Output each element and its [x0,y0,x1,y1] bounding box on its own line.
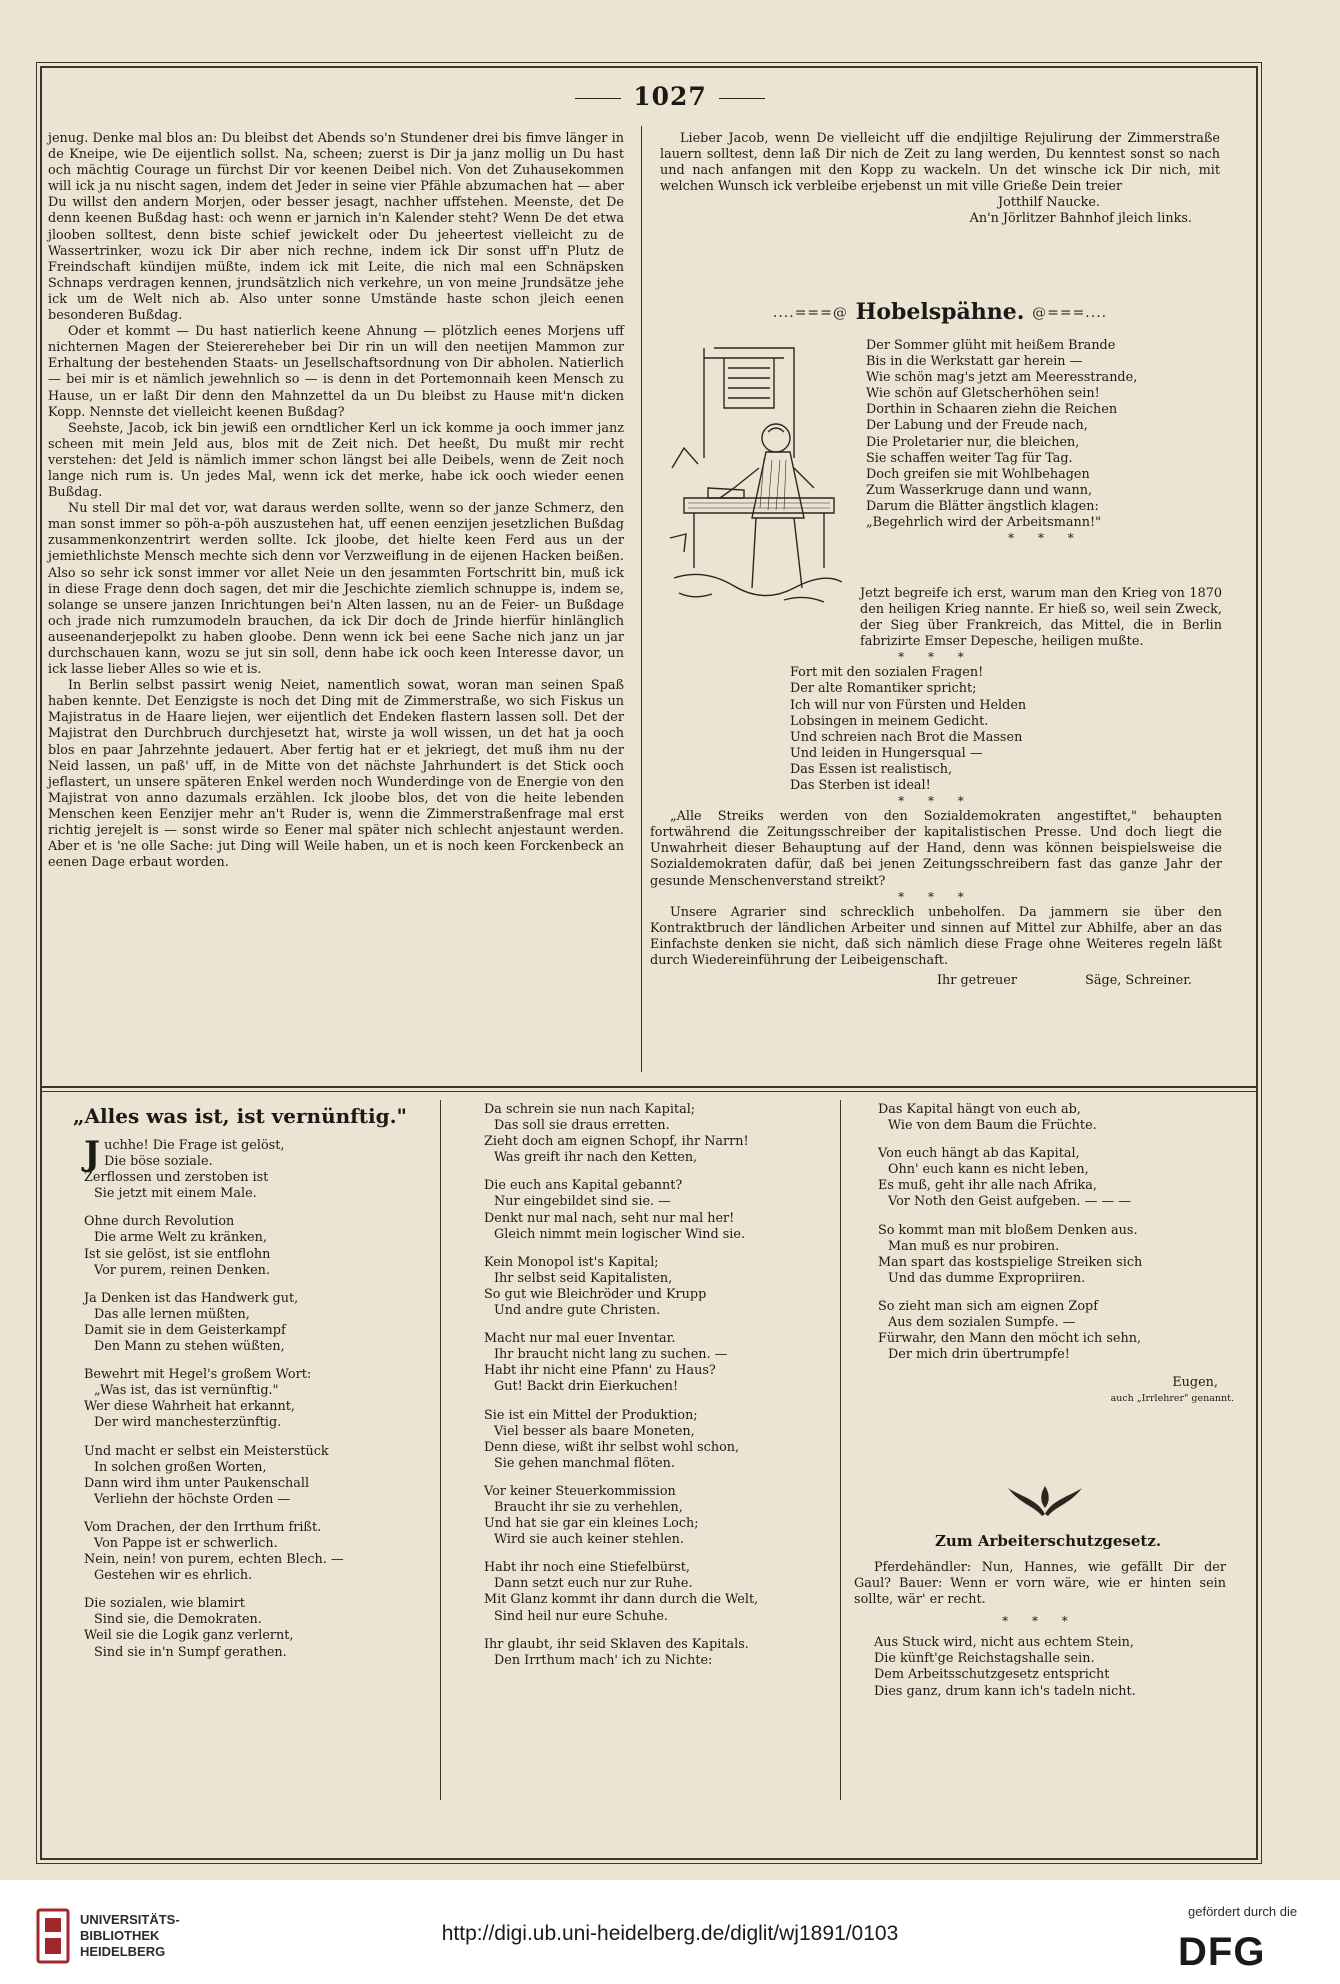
university-name: UNIVERSITÄTS- BIBLIOTHEK HEIDELBERG [80,1912,180,1959]
verse-line: Ist sie gelöst, ist sie entflohn [84,1246,271,1262]
verse-line: Vor Noth den Geist aufgeben. — — — [888,1194,1132,1210]
hobel-paragraph: „Alle Streiks werden von den Sozialdemokraten angestiftet," behaupten fortwährend die Zeitungsschreiber der kapitalistischen Presse. Und doch liegt die Unwahrheit dieser Behauptung auf der Hand, denn was können beispielsweise die Sozialdemokraten dafür, daß bei jenen Zeitungsschreibern fast das ganze Jahr der gesunde Menschenverstand streikt? [650,809,1222,889]
page-number: 1027 [0,82,1340,111]
verse-line: Der alte Romantiker spricht; [790,681,977,697]
verse-line: Vor purem, reinen Denken. [94,1262,270,1278]
verse-line: Der Sommer glüht mit heißem Brande [866,338,1116,353]
verse-line: Dorthin in Schaaren ziehn die Reichen [866,402,1118,418]
poem-stanza [484,1637,824,1669]
poem-stanza [84,1134,424,1202]
asterism: * * * [898,650,974,665]
verse-line: Fürwahr, den Mann den möcht ich sehn, [878,1331,1142,1347]
verse-line: Die böse soziale. [104,1154,213,1170]
letter-end [660,131,1220,228]
verse-line: Sind heil nur eure Schuhe. [494,1608,668,1624]
verse-line: Doch greifen sie mit Wohlbehagen [866,466,1090,482]
verse-line: Habt ihr noch eine Stiefelbürst, [484,1560,690,1576]
verse-line: Was greift ihr nach den Ketten, [494,1150,698,1166]
poem-column-2 [484,1102,824,1681]
verse-line: Und hat sie gar ein kleines Loch; [484,1516,699,1532]
verse-line: Vom Drachen, der den Irrthum frißt. [84,1519,322,1535]
verse-line: Das Sterben ist ideal! [790,778,931,794]
verse-line: Sie jetzt mit einem Male. [94,1186,257,1202]
verse-line: Zum Wasserkruge dann und wann, [866,482,1093,498]
drop-cap: J [84,1134,101,1174]
verse-line: Man spart das kostspielige Streiken sich [878,1254,1143,1270]
verse-line: Der mich drin übertrumpfe! [888,1347,1070,1363]
verse-line: Sind sie in'n Sumpf gerathen. [94,1644,287,1660]
verse-line: Sie schaffen weiter Tag für Tag. [866,450,1073,466]
poem-column-3 [878,1102,1238,1408]
verse-line: So kommt man mit bloßem Denken aus. [878,1222,1138,1238]
verse-line: Der wird manchesterzünftig. [94,1415,282,1431]
hobel-signature: Ihr getreuer Säge, Schreiner. [936,972,1192,988]
asterism: * * * [898,889,974,904]
poem-stanza [878,1146,1238,1210]
verse-line: Juchhe! Die Frage ist gelöst, [84,1134,285,1174]
verse-line: Damit sie in dem Geisterkampf [84,1322,286,1338]
verse-line: Denn diese, wißt ihr selbst wohl schon, [484,1439,740,1455]
verse-line: Dies ganz, drum kann ich's tadeln nicht. [874,1683,1136,1699]
essay-paragraph: In Berlin selbst passirt wenig Neiet, namentlich sowat, woran man seinen Spaß haben kennte. Det Eenzigste is noch det Ding mit de Zimmerstraße, wo sich Fiskus un Majistratus in de Haare liejen, wer eijentlich det Endeken flastern lassen soll. Det der Majistrat den Durchbruch durchjesetzt hat, wirste ja woll wissen, un det hat ja ooch blos en paar Jahrzehnte jedauert. Aber fertig hat er et jekriegt, det muß ihm nu der Neid lassen, un paß' uff, in de Mitte von det nächste Jahrhundert is det Stick ooch jeflastert, un unsere späteren Enkel werden noch Wunderdinge von de Energie von den Majistrat von anno dazumals erzählen. Ick jloobe blos, det von die heite lebenden Menschen keen Eenzijer mehr an't Ruder is, wenn die Zimmerstraßenfrage mal erst richtig jerejelt is — sonst wirde so Eener mal später nich schlecht anjestaunt werden. Aber et is 'ne olle Sache: jut Ding will Weile haben, un et is noch keen Forckenbeck an eenen Dage erbaut worden. [48,678,624,871]
section-divider [42,1086,1256,1088]
column-divider [440,1100,441,1800]
verse-line: Aus dem sozialen Sumpfe. — [888,1315,1076,1331]
column-divider [840,1100,841,1800]
verse-line: Wird sie auch keiner stehlen. [494,1532,684,1548]
verse-line: Ich will nur von Fürsten und Helden [790,697,1027,713]
verse-line: Wer diese Wahrheit hat erkannt, [84,1399,295,1415]
letter-address: An'n Jörlitzer Bahnhof jleich links. [969,211,1192,227]
poem-stanza [878,1102,1238,1134]
verse-line: Und macht er selbst ein Meisterstück [84,1443,329,1459]
verse-line: Darum die Blätter ängstlich klagen: [866,498,1099,514]
verse-line: Das Essen ist realistisch, [790,761,953,777]
verse-line: Macht nur mal euer Inventar. [484,1331,676,1347]
verse-line: So zieht man sich am eignen Zopf [878,1298,1098,1314]
essay-paragraph: jenug. Denke mal blos an: Du bleibst det Abends so'n Stundener drei bis fimve länger in de Kneipe, wie De eijentlich sollst. Na, scheen; zuerst is Dir ja janz mollig un Du hast och mächtig Courage un fürchst Dir vor keenen Deibel nich. Von det Zuhausekommen will ick ja nu nischt sagen, indem det Jeder in seine vier Pfähle abzumachen hat — aber Du willst den andern Morjen, oder besser jesagt, nachher uffstehen. Meenste, det De denn keenen Bußdag hast: och wenn er jarnich in'n Kalender steht? Wenn De det etwa jlooben solltest, denn biste schief jewickelt oder Du jeheertest vielleicht zu de Wassertrinker, wozu ick Dir aber nich rechne, indem ick Dir sonst uff'n Plutz de Freindschaft kündijen müßte, indem ick mit Leite, die nich mal een Schnäpsken Schnaps verdragen kennen, jrundsätzlich nich verkehre, un von meine Jrundsätze jehe ick um de Welt nich ab. Also unter sonne Umstände haste schon jleich eenen besonderen Bußdag. [48,131,624,324]
essay-paragraph: Oder et kommt — Du hast natierlich keene Ahnung — plötzlich eenes Morjens uff nichternen Magen der Steierereheber bei Dir rin un will den neetijen Mammon zur Erhaltung der bestehenden Staats- un Jesellschaftsordnung von Dir abholen. Natierlich — bei mir is et nämlich jewehnlich so — is denn in det Portemonnaih keen Mensch zu Hause, un er laßt Dir denn den Mahnzettel da un Du bleibst zu Hause mit'n dicken Kopp. Nennste det vielleicht keenen Bußdag? [48,324,624,420]
ornament-left-icon: ....===@ [772,305,848,321]
digitization-footer [0,1884,1340,1984]
dfg-logo: DFG [1178,1930,1266,1974]
poem-stanza [484,1102,824,1166]
verse-line: Nur eingebildet sind sie. — [494,1194,671,1210]
asterism: * * * [1002,1614,1078,1629]
verse-line: Ihr selbst seid Kapitalisten, [494,1270,673,1286]
funder-caption: gefördert durch die [1188,1904,1298,1919]
verse-line: Weil sie die Logik ganz verlernt, [84,1628,294,1644]
verse-line: Gleich nimmt mein logischer Wind sie. [494,1226,746,1242]
verse-line: Sie gehen manchmal flöten. [494,1455,675,1471]
act-dialogue: Pferdehändler: Nun, Hannes, wie gefällt Dir der Gaul? Bauer: Wenn er vorn wäre, wie er hinten sein sollte, wär' er recht. [854,1560,1226,1608]
poem-stanza [878,1223,1238,1287]
verse-line: Wie schön mag's jetzt am Meeresstrande, [866,370,1138,386]
act-body [854,1560,1226,1700]
verse-line: Bis in die Werkstatt gar herein — [866,354,1083,370]
poem-stanza [484,1560,824,1624]
poem-stanza [84,1520,424,1584]
verse-line: Die arme Welt zu kränken, [94,1230,267,1246]
poem-stanza [878,1299,1238,1363]
section-title-text: Hobelspähne. [855,299,1025,325]
verse-line: Denkt nur mal nach, seht nur mal her! [484,1210,735,1226]
essay-paragraph: Seehste, Jacob, ick bin jewiß een orndtlicher Kerl un ick komme ja ooch immer janz scheen mit mein Jeld aus, blos mit de Zeit nich. Det heeßt, Du mußt mir recht verstehen: det Jeld is nämlich immer schon längst bei alle Deibels, wenn de Zeit noch lange nich rum is. Un jedes Mal, wenn ick det merke, habe ick ooch wieder eenen Bußdag. [48,420,624,501]
verse-line: Sind sie, die Demokraten. [94,1612,262,1628]
verse-line: „Was ist, das ist vernünftig." [94,1383,279,1399]
verse-line: Verliehn der höchste Orden — [94,1491,291,1507]
verse-line: Von euch hängt ab das Kapital, [878,1146,1080,1162]
letter-closing: Lieber Jacob, wenn De vielleicht uff die endjiltige Rejulirung der Zimmerstraße lauern solltest, denn laß Dir nich de Zeit zu lang werden, Du kenntest sonst so nach und nach anfangen mit den Kopp zu wackeln. Un det winsche ick Dir nich, mit welchen Wunsch ick verbleibe erjebenst un mit ville Grieße Dein treier [660,131,1220,195]
verse-line: Man muß es nur probiren. [888,1238,1060,1254]
verse-line: Es muß, geht ihr alle nach Afrika, [878,1178,1097,1194]
verse-line: Ohn' euch kann es nicht leben, [888,1162,1089,1178]
verse-line: Das soll sie draus erretten. [494,1118,670,1134]
verse-line: Die euch ans Kapital gebannt? [484,1178,683,1194]
fleuron-ornament-icon [990,1478,1100,1518]
verse-line: Das alle lernen müßten, [94,1306,250,1322]
asterism: * * * [1008,531,1084,546]
poem-signature-note: auch „Irrlehrer" genannt. [1110,1393,1234,1405]
hobel-stanza-2 [650,665,1222,794]
verse-line: So gut wie Bleichröder und Krupp [484,1286,707,1302]
poem-signature: Eugen, [1172,1375,1218,1391]
column-divider [641,126,642,1072]
poem-stanza [84,1596,424,1660]
verse-line: Sie ist ein Mittel der Produktion; [484,1407,698,1423]
poem-stanza [484,1255,824,1319]
verse-line: Von Pappe ist er schwerlich. [94,1535,278,1551]
verse-line: Ohne durch Revolution [84,1214,235,1230]
verse-line: In solchen großen Worten, [94,1459,267,1475]
hobel-body [650,586,1222,989]
verse-line: Dann setzt euch nur zur Ruhe. [494,1576,693,1592]
essay-paragraph: Nu stell Dir mal det vor, wat daraus werden sollte, wenn so der janze Schmerz, den man sonst immer so pöh-a-pöh auszustehen hat, uff eenen eenzijen jesetzlichen Bußdag zusammenkonzentrirt werden sollte. Ick jloobe, det hielte keen Ferd aus un der jemiethlichste Mensch mechte sich denn vor Verzweiflung in de eijenen Hacken beißen. Also so sehr ick sonst immer vor allet Neie un den jesammten Fortschritt bin, muß ick in diese Frage denn doch sagen, det mir die Jeschichte ziemlich schnuppe is, indem se, solange se unsere janzen Inrichtungen bei'n Alten lassen, nu an de Feier- un Bußdage och jrade nich rumzumodeln brauchen, da ick Dir doch de Jrinde hierfür hinlänglich auseenanderjepolkt zu haben gloobe. Denn wenn ick bei eene Sache nich janz un jar durchschauen kann, wozu se jut sin soll, denn habe ick ooch keen Interesse davor, un ick lasse lieber Alles so wie et is. [48,501,624,678]
hobel-paragraph: Jetzt begreife ich erst, warum man den Krieg von 1870 den heiligen Krieg nannte. Er hieß so, weil sein Zweck, der Sieg über Frankreich, das Mittel, die in Berlin fabrizirte Emser Depesche, heiligen mußte. [860,586,1222,650]
poem-stanza [484,1408,824,1472]
section-title-hobelspaehne [660,299,1220,325]
verse-line: Gut! Backt drin Eierkuchen! [494,1379,679,1395]
verse-line: Fort mit den sozialen Fragen! [790,665,984,681]
verse-line: Ja Denken ist das Handwerk gut, [84,1290,299,1306]
hobel-stanza-1 [866,338,1226,546]
poem-stanza [484,1484,824,1548]
verse-line: Das Kapital hängt von euch ab, [878,1102,1081,1117]
verse-line: Und schreien nach Brot die Massen [790,729,1023,745]
verse-line: Ihr braucht nicht lang zu suchen. — [494,1347,728,1363]
verse-line: Bewehrt mit Hegel's großem Wort: [84,1367,312,1383]
verse-line: Und andre gute Christen. [494,1303,661,1319]
verse-line: Lobsingen in meinem Gedicht. [790,713,989,729]
verse-line: Und das dumme Expropriiren. [888,1270,1086,1286]
verse-line: Zerflossen und zerstoben ist [84,1170,269,1186]
essay-column [48,131,624,871]
verse-line: Nein, nein! von purem, echten Blech. — [84,1552,344,1568]
poem-stanza [484,1331,824,1395]
verse-line: Und leiden in Hungersqual — [790,745,983,761]
verse-line: „Begehrlich wird der Arbeitsmann!" [866,515,1101,531]
hobel-paragraph: Unsere Agrarier sind schrecklich unbeholfen. Da jammern sie über den Kontraktbruch der ländlichen Arbeiter und sinnen auf Mittel zur Abhilfe, aber an das Einfachste denken sie nicht, daß sich nämlich diese Frage ohne Weiteres regeln läßt durch Wiedereinführung der Leibeigenschaft. [650,904,1222,968]
verse-line: Mit Glanz kommt ihr dann durch die Welt, [484,1592,759,1608]
poem-title: „Alles was ist, ist vernünftig." [73,1104,407,1128]
verse-line: Die sozialen, wie blamirt [84,1596,245,1612]
verse-line: Braucht ihr sie zu verhehlen, [494,1499,683,1515]
asterism: * * * [898,794,974,809]
verse-line: Die künft'ge Reichstagshalle sein. [874,1651,1095,1667]
verse-line: Wie von dem Baum die Früchte. [888,1118,1097,1134]
poem-column-1 [84,1134,424,1673]
verse-line: Der Labung und der Freude nach, [866,418,1088,434]
ornament-right-icon: @===.... [1032,305,1108,321]
verse-line: Den Mann zu stehen wüßten, [94,1339,285,1355]
verse-line: Dem Arbeitsschutzgesetz entspricht [874,1667,1110,1683]
verse-line: Dann wird ihm unter Paukenschall [84,1475,310,1491]
poem-stanza [84,1291,424,1355]
verse-line: Zieht doch am eignen Schopf, ihr Narrn! [484,1134,749,1150]
verse-line: Kein Monopol ist's Kapital; [484,1254,659,1270]
verse-line: Aus Stuck wird, nicht aus echtem Stein, [874,1635,1134,1651]
verse-line: Habt ihr nicht eine Pfann' zu Haus? [484,1363,716,1379]
letter-signature: Jotthilf Naucke. [998,195,1100,211]
verse-line: Ihr glaubt, ihr seid Sklaven des Kapitals. [484,1636,749,1652]
act-verse [854,1635,1226,1699]
section-divider-thin [42,1091,1256,1092]
verse-line: Den Irrthum mach' ich zu Nichte: [494,1652,713,1668]
verse-line: Viel besser als baare Moneten, [494,1423,695,1439]
section-title-arbeiterschutz: Zum Arbeiterschutzgesetz. [934,1532,1162,1550]
poem-stanza [484,1178,824,1242]
verse-line: Da schrein sie nun nach Kapital; [484,1102,696,1117]
poem-stanza [84,1444,424,1508]
verse-line: Die Proletarier nur, die bleichen, [866,434,1080,450]
verse-line: Gestehen wir es ehrlich. [94,1568,253,1584]
verse-line: Wie schön auf Gletscherhöhen sein! [866,386,1100,402]
poem-stanza [84,1367,424,1431]
engraving-carpenter-illustration [664,338,842,610]
verse-line: Vor keiner Steuerkommission [484,1483,676,1499]
source-url-link[interactable]: http://digi.ub.uni-heidelberg.de/diglit/wj1891/0103 [441,1922,899,1945]
poem-stanza [84,1214,424,1278]
